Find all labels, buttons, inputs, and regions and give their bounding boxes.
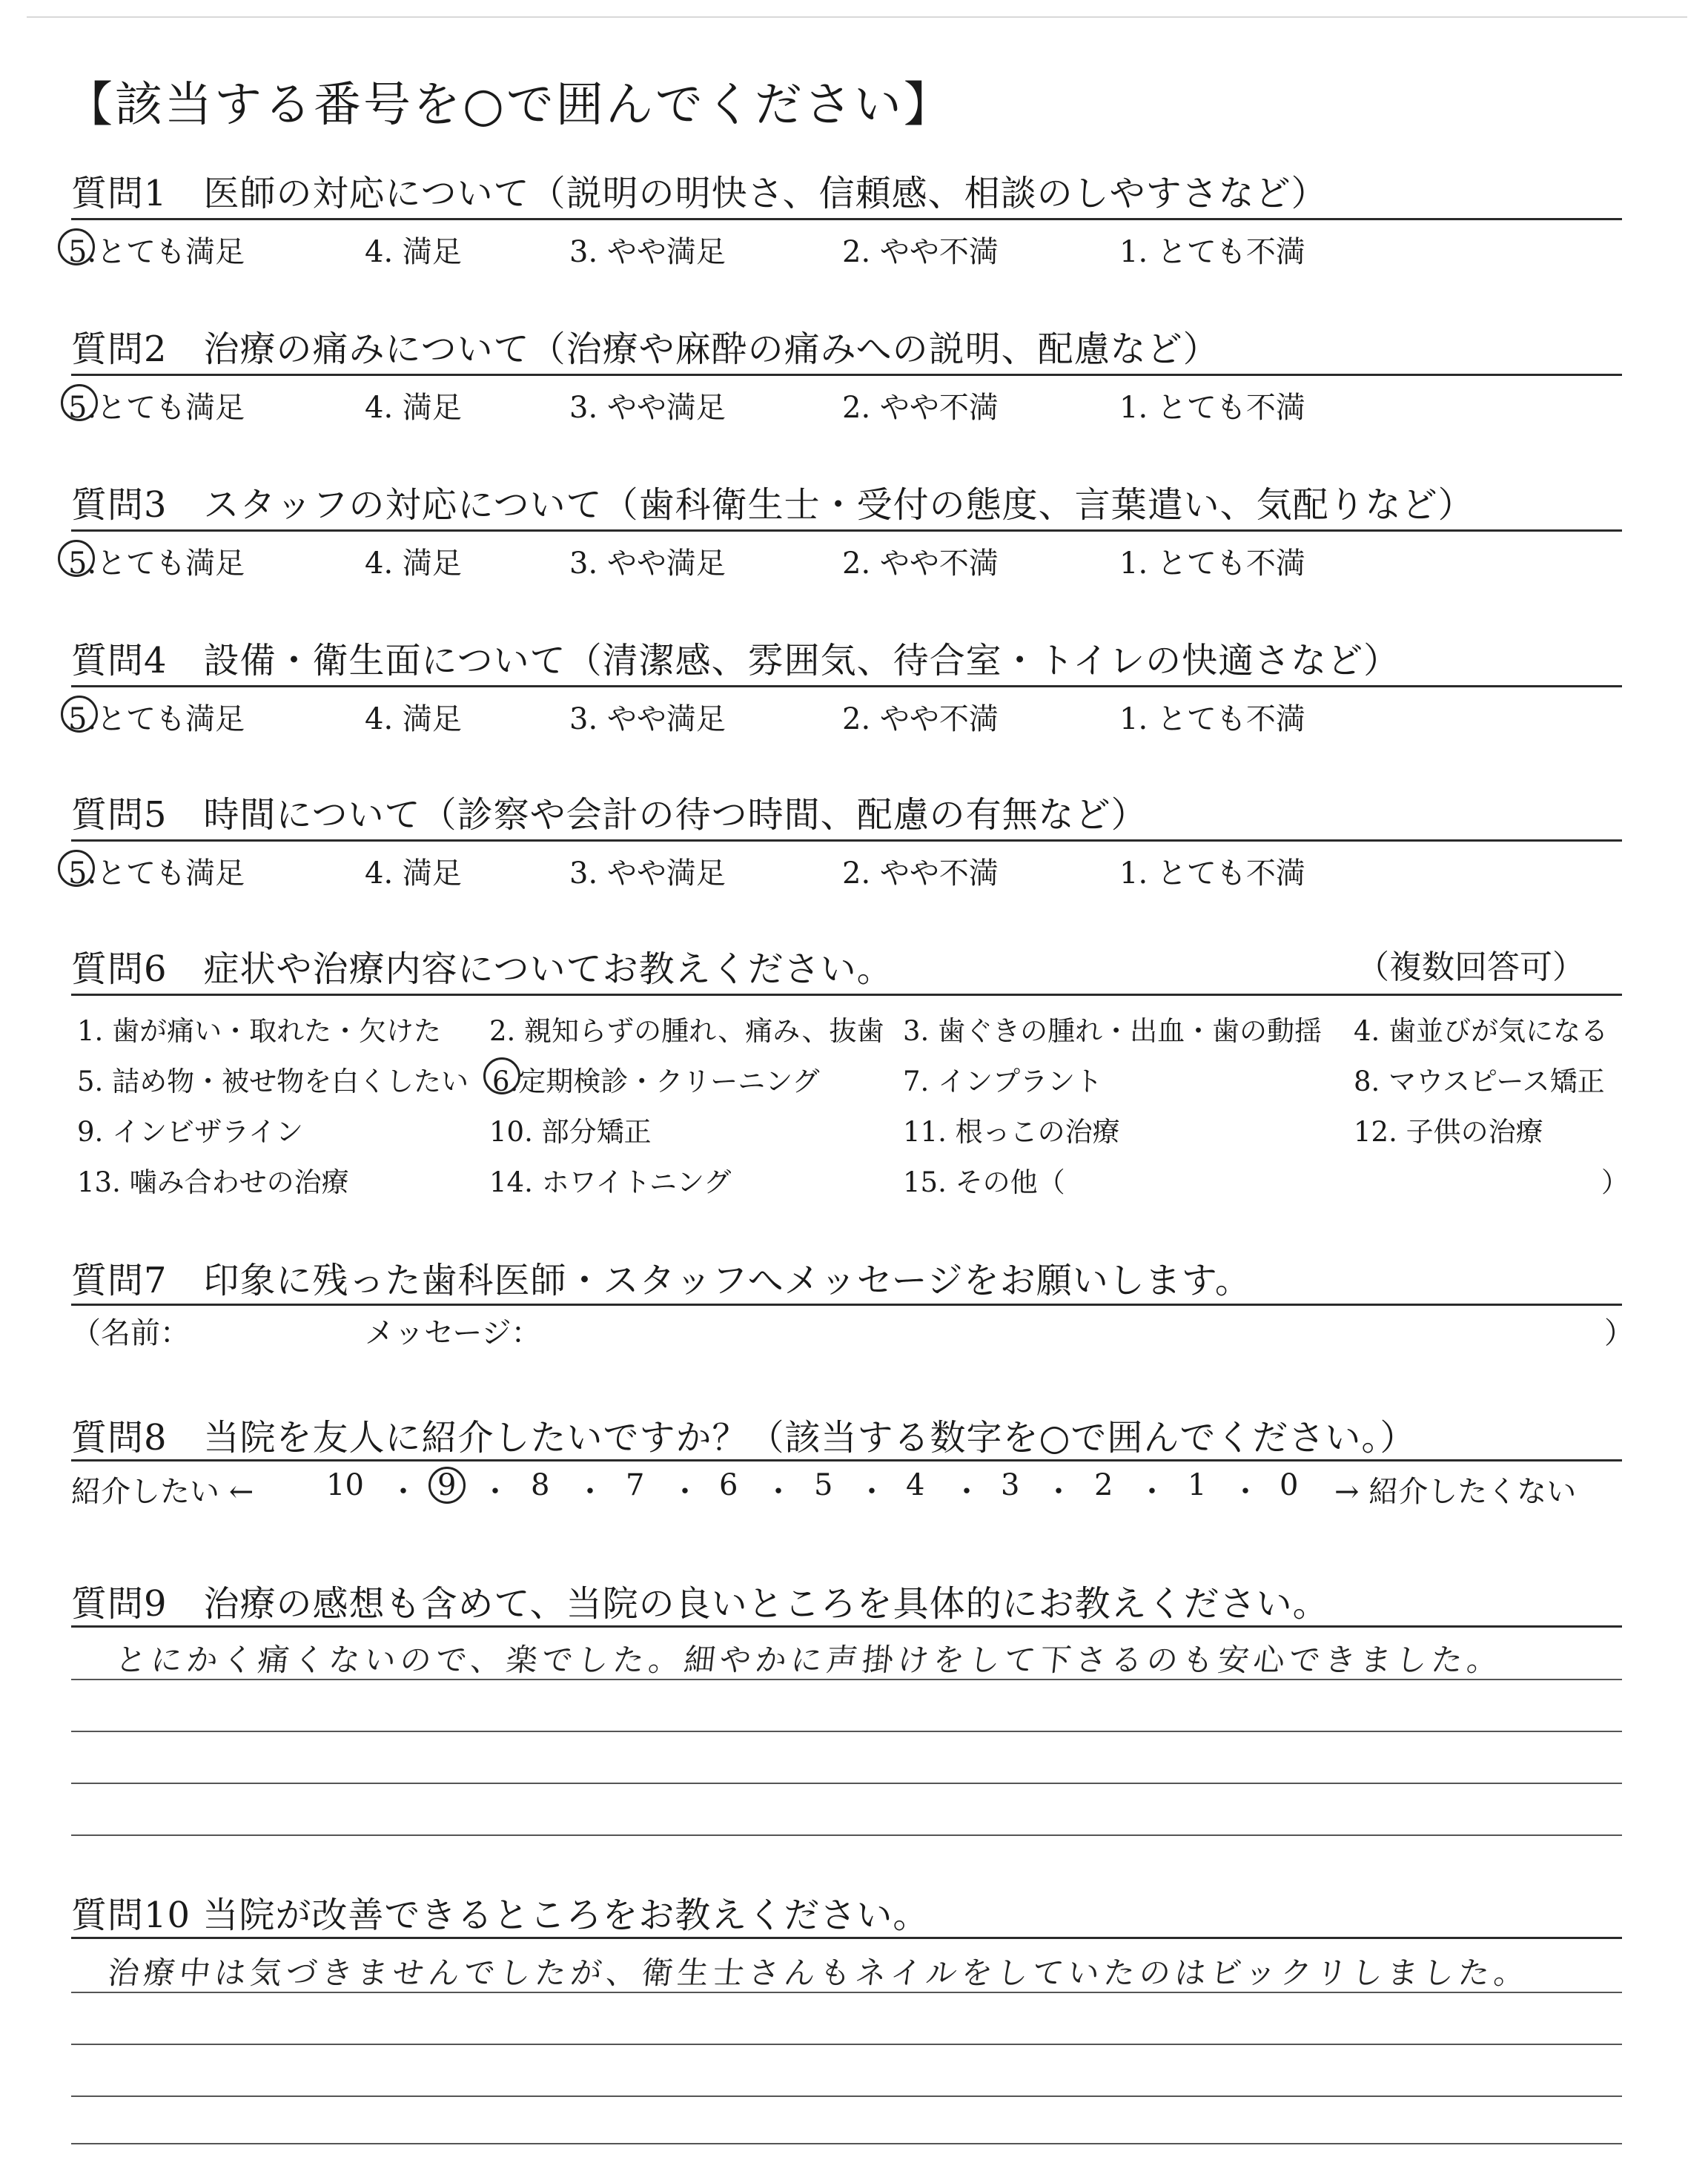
- question-4: 質問4 設備・衛生面について（清潔感、雰囲気、待合室・トイレの快適さなど）: [71, 640, 1400, 681]
- q6-item-11[interactable]: 11. 根っこの治療: [903, 1116, 1120, 1148]
- page-top-edge: [27, 16, 1687, 18]
- q4-option-2[interactable]: 2. やや不満: [842, 702, 999, 736]
- q4-option-1[interactable]: 1. とても不満: [1119, 702, 1305, 736]
- q1-option-4[interactable]: 4. 満足: [365, 235, 462, 269]
- q10-handwritten-answer: 治療中は気づきませんでしたが、衛生士さんもネイルをしていたのはビックリしました。: [106, 1955, 1532, 1991]
- q1-option-5[interactable]: 5.とても満足: [68, 235, 245, 269]
- q9-answer-line: [71, 1783, 1622, 1784]
- q4-option-3[interactable]: 3. やや満足: [569, 702, 726, 736]
- question-10-rule: [71, 1937, 1622, 1939]
- q8-scale-2[interactable]: 2: [1094, 1468, 1113, 1502]
- q6-item-6[interactable]: 6.定期検診・クリーニング: [492, 1066, 820, 1097]
- q5-option-3[interactable]: 3. やや満足: [569, 856, 726, 891]
- q8-separator: ・: [1044, 1475, 1073, 1509]
- question-5: 質問5 時間について（診察や会計の待つ時間、配慮の有無など）: [71, 794, 1148, 836]
- q8-separator: ・: [952, 1475, 982, 1509]
- q10-answer-line: [71, 2044, 1622, 2045]
- question-10: 質問10 当院が改善できるところをお教えください。: [71, 1895, 930, 1936]
- q9-answer-line: [71, 1834, 1622, 1836]
- question-5-rule: [71, 839, 1622, 842]
- q6-multiple-answers-note: （複数回答可）: [1357, 948, 1585, 986]
- q3-option-4[interactable]: 4. 満足: [365, 546, 462, 581]
- question-7: 質問7 印象に残った歯科医師・スタッフへメッセージをお願いします。: [71, 1260, 1251, 1301]
- q8-separator: ・: [670, 1475, 700, 1509]
- question-3-rule: [71, 529, 1622, 532]
- q8-scale-0[interactable]: 0: [1280, 1468, 1299, 1502]
- question-7-rule: [71, 1304, 1622, 1306]
- q6-item-2[interactable]: 2. 親知らずの腫れ、痛み、抜歯: [489, 1015, 884, 1047]
- q7-close-paren: ）: [1604, 1316, 1634, 1350]
- q8-separator: ・: [764, 1475, 793, 1509]
- q7-message-label: メッセージ：: [365, 1316, 541, 1350]
- q1-option-2[interactable]: 2. やや不満: [842, 235, 999, 269]
- q8-scale-6[interactable]: 6: [719, 1468, 738, 1502]
- q8-separator: ・: [1231, 1475, 1260, 1509]
- q8-separator: ・: [857, 1475, 887, 1509]
- q1-option-3[interactable]: 3. やや満足: [569, 235, 726, 269]
- q3-option-5[interactable]: 5.とても満足: [68, 546, 245, 581]
- question-9-rule: [71, 1625, 1622, 1628]
- q6-item-14[interactable]: 14. ホワイトニング: [489, 1166, 732, 1198]
- q9-handwritten-answer: とにかく痛くないので、楽でした。細やかに声掛けをして下さるのも安心できました。: [113, 1642, 1505, 1678]
- q6-item-13[interactable]: 13. 噛み合わせの治療: [77, 1166, 349, 1198]
- q2-option-1[interactable]: 1. とても不満: [1119, 391, 1305, 425]
- q7-name-label: （名前：: [71, 1316, 190, 1350]
- q6-item-5[interactable]: 5. 詰め物・被せ物を白くしたい: [77, 1066, 469, 1097]
- q10-answer-line: [71, 1992, 1622, 1993]
- q8-separator: ・: [388, 1475, 418, 1509]
- q5-option-2[interactable]: 2. やや不満: [842, 856, 999, 891]
- q2-option-4[interactable]: 4. 満足: [365, 391, 462, 425]
- q8-scale-3[interactable]: 3: [1001, 1468, 1020, 1502]
- q3-option-3[interactable]: 3. やや満足: [569, 546, 726, 581]
- q8-scale-1[interactable]: 1: [1188, 1468, 1207, 1502]
- question-2-rule: [71, 374, 1622, 376]
- q6-item-1[interactable]: 1. 歯が痛い・取れた・欠けた: [77, 1015, 442, 1047]
- q10-answer-line: [71, 2095, 1622, 2097]
- q8-scale-10[interactable]: 10: [326, 1468, 364, 1502]
- q9-answer-line: [71, 1679, 1622, 1680]
- q5-option-4[interactable]: 4. 満足: [365, 856, 462, 891]
- question-1-rule: [71, 218, 1622, 220]
- question-8-rule: [71, 1459, 1622, 1462]
- question-6: 質問6 症状や治療内容についてお教えください。: [71, 948, 893, 990]
- q2-option-3[interactable]: 3. やや満足: [569, 391, 726, 425]
- question-3: 質問3 スタッフの対応について（歯科衛生士・受付の態度、言葉遣い、気配りなど）: [71, 484, 1474, 526]
- q6-item-9[interactable]: 9. インビザライン: [77, 1116, 303, 1148]
- q6-item-3[interactable]: 3. 歯ぐきの腫れ・出血・歯の動揺: [903, 1015, 1323, 1047]
- q8-scale-9[interactable]: 9: [437, 1468, 457, 1502]
- question-9: 質問9 治療の感想も含めて、当院の良いところを具体的にお教えください。: [71, 1583, 1329, 1625]
- q8-right-label: → 紹介したくない: [1334, 1475, 1577, 1509]
- q9-answer-line: [71, 1731, 1622, 1732]
- question-6-rule: [71, 994, 1622, 996]
- q2-option-5[interactable]: 5.とても満足: [68, 391, 245, 425]
- q3-option-2[interactable]: 2. やや不満: [842, 546, 999, 581]
- q3-option-1[interactable]: 1. とても不満: [1119, 546, 1305, 581]
- q8-left-label: 紹介したい ←: [71, 1475, 254, 1509]
- q6-item-15-close: ）: [1601, 1166, 1629, 1198]
- q6-item-7[interactable]: 7. インプラント: [903, 1066, 1103, 1097]
- q5-option-1[interactable]: 1. とても不満: [1119, 856, 1305, 891]
- q6-item-15[interactable]: 15. その他（: [903, 1166, 1065, 1198]
- page-title: 【該当する番号を○で囲んでください】: [65, 78, 953, 133]
- q8-scale-4[interactable]: 4: [906, 1468, 925, 1502]
- q6-item-12[interactable]: 12. 子供の治療: [1354, 1116, 1543, 1148]
- question-1: 質問1 医師の対応について（説明の明快さ、信頼感、相談のしやすさなど）: [71, 173, 1328, 214]
- q4-option-4[interactable]: 4. 満足: [365, 702, 462, 736]
- question-8: 質問8 当院を友人に紹介したいですか？（該当する数字を○で囲んでください。）: [71, 1417, 1417, 1459]
- q6-item-10[interactable]: 10. 部分矯正: [489, 1116, 652, 1148]
- q8-separator: ・: [1137, 1475, 1167, 1509]
- q8-separator: ・: [575, 1475, 605, 1509]
- q8-scale-5[interactable]: 5: [814, 1468, 833, 1502]
- q1-option-1[interactable]: 1. とても不満: [1119, 235, 1305, 269]
- q5-option-5[interactable]: 5.とても満足: [68, 856, 245, 891]
- q6-item-8[interactable]: 8. マウスピース矯正: [1354, 1066, 1605, 1097]
- q10-answer-line: [71, 2143, 1622, 2144]
- q8-scale-8[interactable]: 8: [531, 1468, 550, 1502]
- q4-option-5[interactable]: 5.とても満足: [68, 702, 245, 736]
- q6-item-4[interactable]: 4. 歯並びが気になる: [1354, 1015, 1609, 1047]
- q8-scale-7[interactable]: 7: [626, 1468, 645, 1502]
- question-2: 質問2 治療の痛みについて（治療や麻酔の痛みへの説明、配慮など）: [71, 328, 1219, 370]
- q8-separator: ・: [480, 1475, 510, 1509]
- q2-option-2[interactable]: 2. やや不満: [842, 391, 999, 425]
- question-4-rule: [71, 685, 1622, 687]
